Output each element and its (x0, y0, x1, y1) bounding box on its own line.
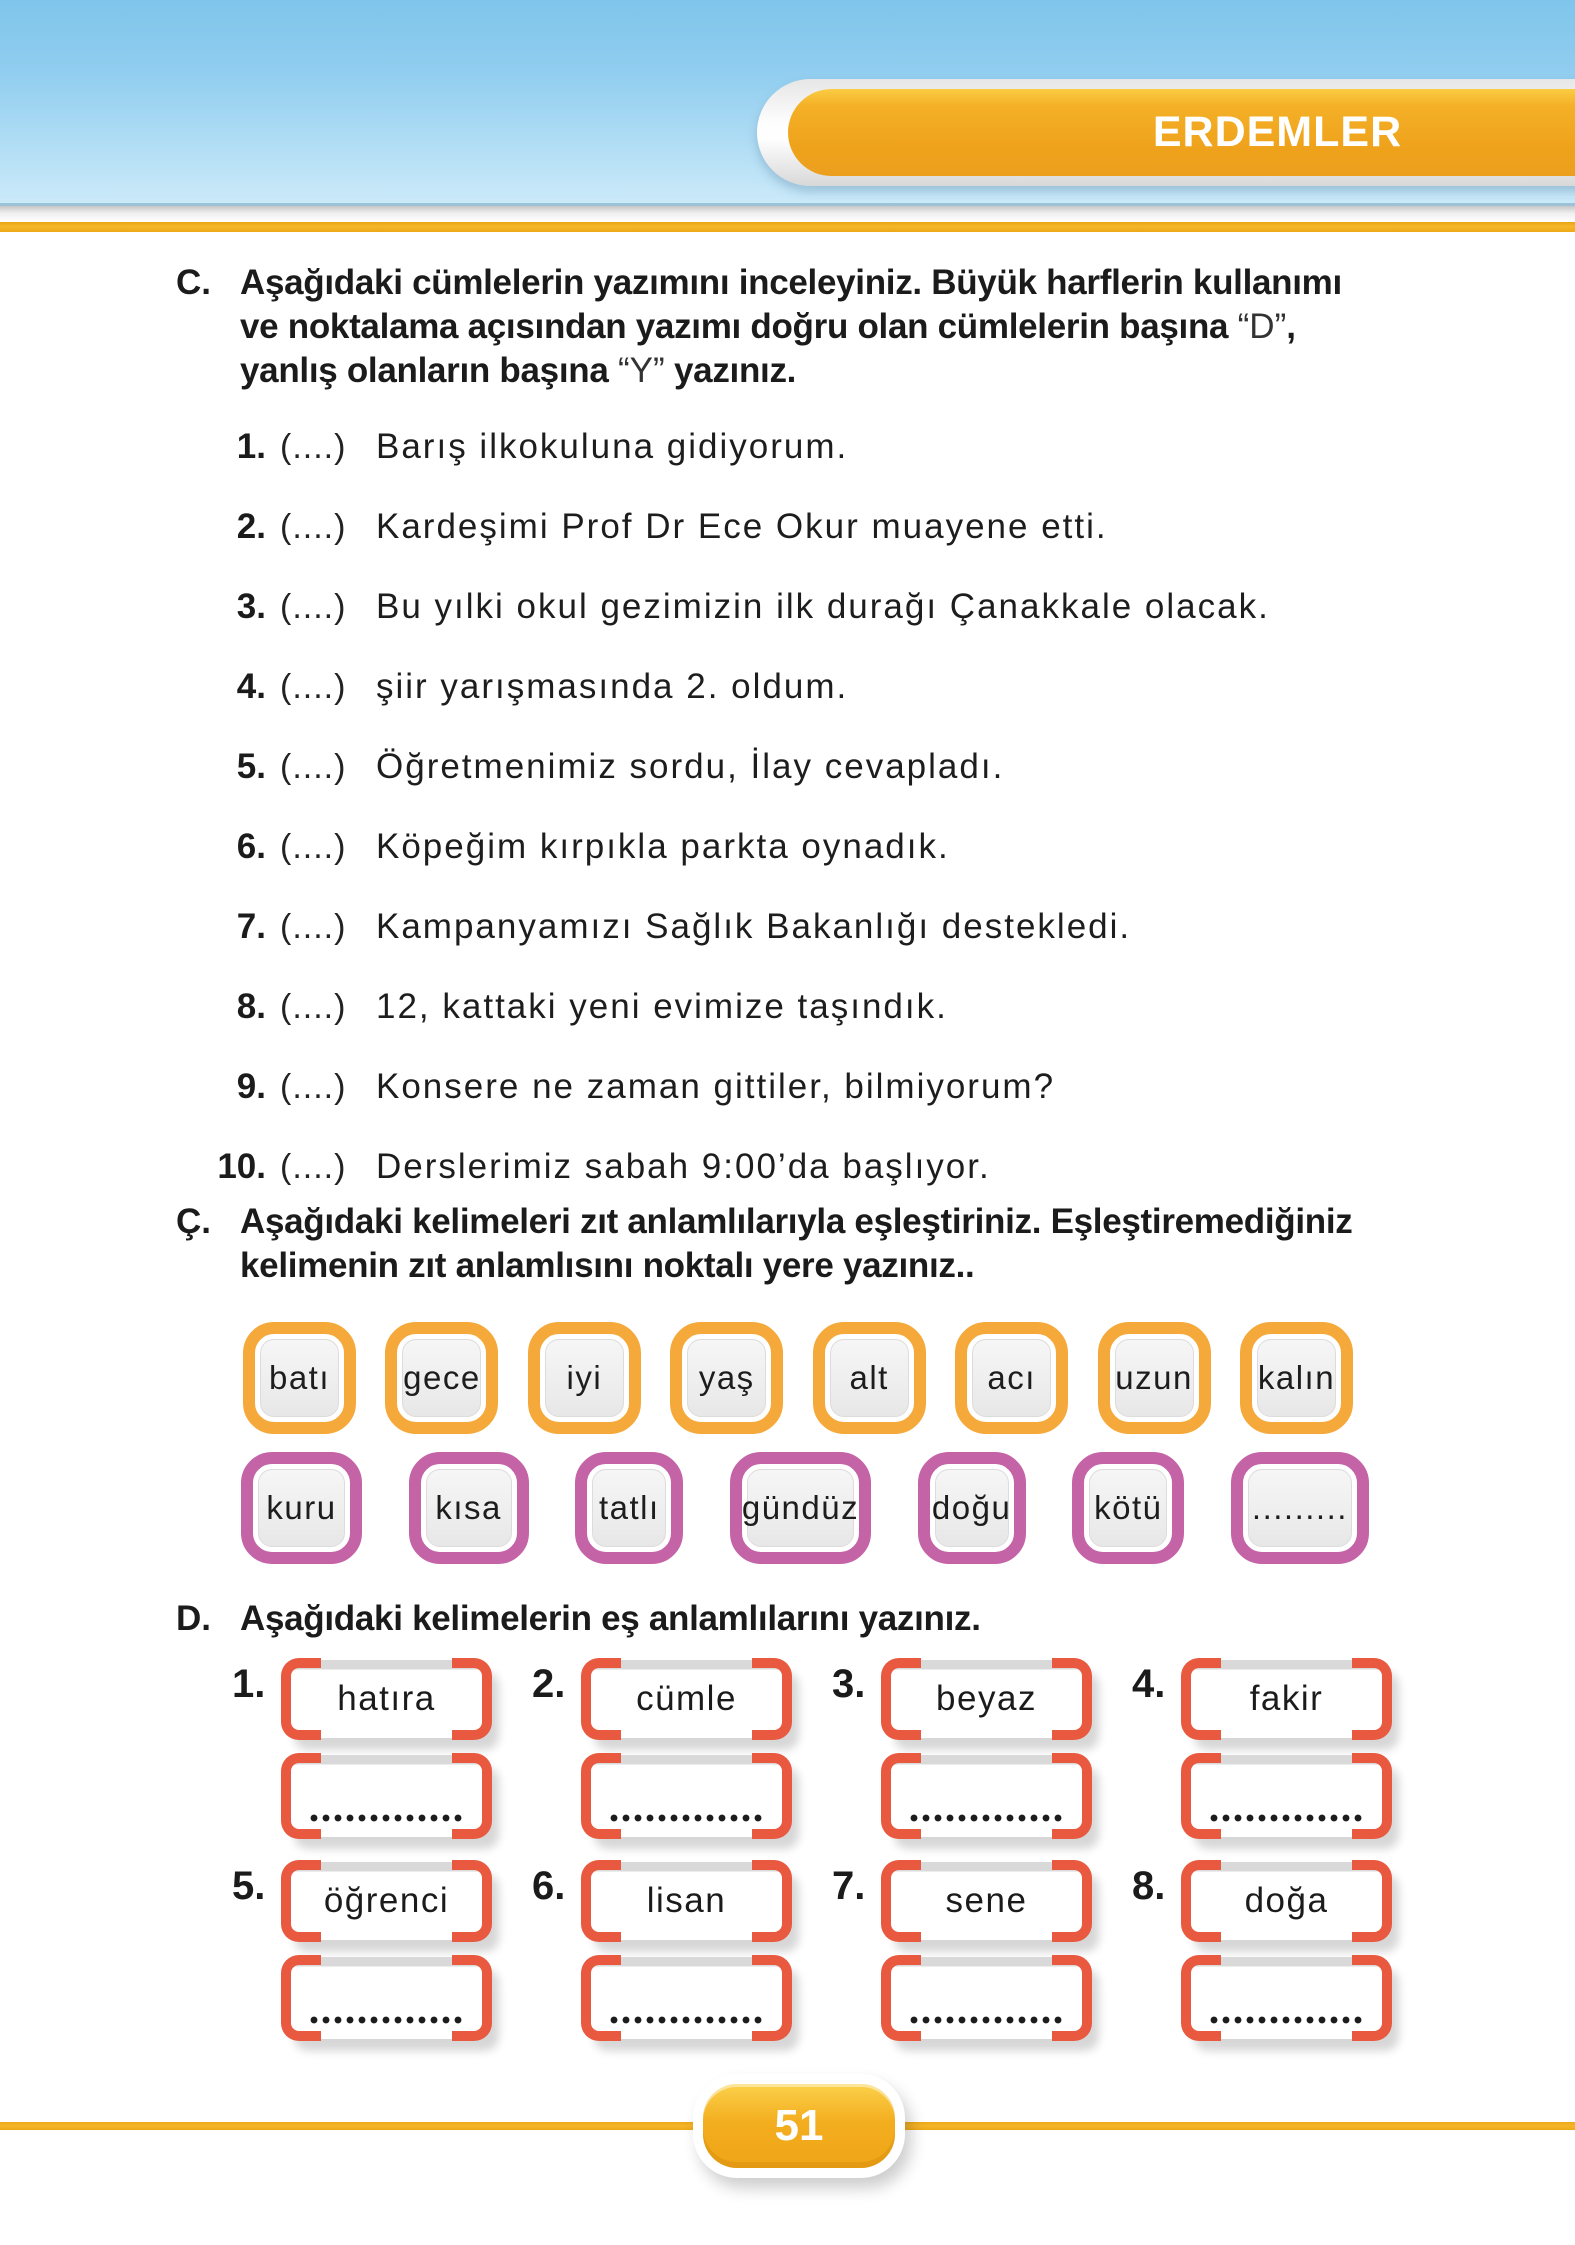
item-number: 1. (232, 1662, 266, 1706)
word-card (1072, 1452, 1184, 1564)
item-number: 8. (1132, 1864, 1166, 1908)
dotted-answer-line (608, 2016, 765, 2024)
antonym-words-bottom-row (241, 1452, 1369, 1564)
word-card-label: alt (830, 1339, 909, 1417)
instruction-text: , (1286, 307, 1296, 346)
item-sentence: Kampanyamızı Sağlık Bakanlığı destekledi. (376, 907, 1132, 946)
answer-parentheses: (....) (280, 587, 347, 626)
page-title: ERDEMLER (1152, 108, 1403, 156)
answer-box (284, 1957, 489, 2039)
word-answer-stack (884, 1862, 1132, 2039)
item-number: 5. (236, 747, 266, 786)
antonym-words-top-row (243, 1322, 1353, 1434)
word-answer-stack (1184, 1660, 1432, 1837)
exercise-item (150, 647, 1270, 727)
exercise-item (150, 1047, 1270, 1127)
section-c-heading (176, 261, 1342, 393)
synonym-row (232, 1854, 1432, 2056)
dotted-answer-line (608, 1814, 765, 1822)
answer-parentheses: (....) (280, 827, 347, 866)
section-c-label: C. (176, 263, 211, 302)
item-number: 5. (232, 1864, 266, 1908)
item-number: 7. (832, 1864, 866, 1908)
section-c2-instruction (240, 1200, 1353, 1288)
word-answer-stack (584, 1862, 832, 2039)
word-card-label: kısa (426, 1469, 512, 1547)
item-number: 2. (236, 507, 266, 546)
item-sentence: Konsere ne zaman gittiler, bilmiyorum? (376, 1067, 1056, 1106)
word-card-label: iyi (545, 1339, 624, 1417)
synonym-cell (1132, 1652, 1432, 1854)
answer-parentheses: (....) (280, 747, 347, 786)
synonym-cell (832, 1652, 1132, 1854)
section-c2-heading (176, 1200, 1353, 1288)
header-divider-strip (0, 206, 1575, 222)
dotted-answer-line (308, 1814, 465, 1822)
exercise-item (150, 807, 1270, 887)
word-card-label: acı (972, 1339, 1051, 1417)
letter-d-mark: “D” (1237, 307, 1287, 346)
word-card (670, 1322, 783, 1434)
header-yellow-rule (0, 222, 1575, 232)
dotted-answer-line (308, 2016, 465, 2024)
item-sentence: Köpeğim kırpıkla parkta oynadık. (376, 827, 950, 866)
item-number: 4. (236, 667, 266, 706)
letter-y-mark: “Y” (617, 351, 665, 390)
instruction-text: Aşağıdaki kelimeleri zıt anlamlılarıyla eşleştiriniz. Eşleştiremediğiniz (240, 1202, 1353, 1241)
exercise-item (150, 727, 1270, 807)
given-word-box: fakir (1184, 1660, 1389, 1738)
word-card-label: kötü (1089, 1469, 1167, 1547)
instruction-text: ve noktalama açısından yazımı doğru olan cümlelerin başına (240, 307, 1238, 346)
item-number: 4. (1132, 1662, 1166, 1706)
header-banner-capsule (757, 79, 1575, 186)
given-word-box: cümle (584, 1660, 789, 1738)
word-card (955, 1322, 1068, 1434)
answer-parentheses: (....) (280, 987, 347, 1026)
instruction-line (240, 1200, 1353, 1244)
item-sentence: şiir yarışmasında 2. oldum. (376, 667, 849, 706)
word-card (1098, 1322, 1211, 1434)
word-card (813, 1322, 926, 1434)
item-number: 8. (236, 987, 266, 1026)
exercise-item (150, 407, 1270, 487)
answer-box (584, 1755, 789, 1837)
instruction-line (240, 261, 1342, 305)
item-number: 6. (532, 1864, 566, 1908)
dotted-answer-line (908, 2016, 1065, 2024)
word-card-label: kuru (258, 1469, 345, 1547)
dotted-answer-line (1208, 1814, 1365, 1822)
section-c-instruction (240, 261, 1342, 393)
answer-box (284, 1755, 489, 1837)
page-number-badge (703, 2084, 895, 2168)
item-number: 7. (236, 907, 266, 946)
synonym-cell (1132, 1854, 1432, 2056)
answer-parentheses: (....) (280, 1067, 347, 1106)
section-c2-label: Ç. (176, 1202, 211, 1241)
synonym-cell (232, 1652, 532, 1854)
given-word-box: hatıra (284, 1660, 489, 1738)
word-card (528, 1322, 641, 1434)
instruction-text: yanlış olanların başına (240, 351, 618, 390)
synonym-cell (532, 1652, 832, 1854)
item-number: 3. (236, 587, 266, 626)
synonym-exercise-grid (232, 1652, 1432, 2056)
item-sentence: Barış ilkokuluna gidiyorum. (376, 427, 849, 466)
section-d-label: D. (176, 1599, 211, 1638)
word-card (918, 1452, 1026, 1564)
instruction-text: Aşağıdaki kelimelerin eş anlamlılarını yazınız. (240, 1599, 981, 1638)
exercise-item (150, 967, 1270, 1047)
synonym-cell (832, 1854, 1132, 2056)
word-card (575, 1452, 683, 1564)
word-card-label: uzun (1115, 1339, 1194, 1417)
word-answer-stack (1184, 1862, 1432, 2039)
instruction-text: Aşağıdaki cümlelerin yazımını inceleyiniz. Büyük harflerin kullanımı (240, 263, 1342, 302)
instruction-line (240, 305, 1342, 349)
given-word-box: öğrenci (284, 1862, 489, 1940)
exercise-item (150, 1127, 1270, 1207)
item-sentence: Kardeşimi Prof Dr Ece Okur muayene etti. (376, 507, 1108, 546)
item-number: 9. (236, 1067, 266, 1106)
dotted-answer-line (908, 1814, 1065, 1822)
word-card (385, 1322, 498, 1434)
instruction-text: yazınız. (664, 351, 797, 390)
instruction-line (240, 349, 1342, 393)
item-sentence: Öğretmenimiz sordu, İlay cevapladı. (376, 747, 1005, 786)
word-answer-stack (884, 1660, 1132, 1837)
word-card-label: gece (402, 1339, 481, 1417)
exercise-item (150, 887, 1270, 967)
word-card (730, 1452, 871, 1564)
dotted-answer-line (1208, 2016, 1365, 2024)
item-sentence: Derslerimiz sabah 9:00’da başlıyor. (376, 1147, 991, 1186)
word-card-label: yaş (687, 1339, 766, 1417)
given-word-box: sene (884, 1862, 1089, 1940)
section-d-heading (176, 1597, 981, 1641)
item-number: 1. (236, 427, 266, 466)
item-sentence: 12, kattaki yeni evimize taşındık. (376, 987, 948, 1026)
word-answer-stack (284, 1862, 532, 2039)
word-card-label: gündüz (747, 1469, 854, 1547)
instruction-line (240, 1244, 1353, 1288)
word-card-label: doğu (935, 1469, 1009, 1547)
given-word-box: lisan (584, 1862, 789, 1940)
word-card (409, 1452, 529, 1564)
answer-box (584, 1957, 789, 2039)
answer-parentheses: (....) (280, 427, 347, 466)
exercise-item (150, 567, 1270, 647)
item-number: 2. (532, 1662, 566, 1706)
given-word-box: beyaz (884, 1660, 1089, 1738)
word-card (243, 1322, 356, 1434)
word-card (1240, 1322, 1353, 1434)
answer-parentheses: (....) (280, 507, 347, 546)
answer-box (1184, 1755, 1389, 1837)
exercise-item (150, 487, 1270, 567)
word-card-label: kalın (1257, 1339, 1336, 1417)
answer-box (884, 1957, 1089, 2039)
section-d-instruction (240, 1597, 981, 1641)
answer-box (1184, 1957, 1389, 2039)
word-card-label: tatlı (592, 1469, 666, 1547)
answer-parentheses: (....) (280, 667, 347, 706)
answer-box (884, 1755, 1089, 1837)
instruction-line (240, 1597, 981, 1641)
word-answer-stack (584, 1660, 832, 1837)
word-card-blank (1231, 1452, 1369, 1564)
answer-parentheses: (....) (280, 907, 347, 946)
answer-parentheses: (....) (280, 1147, 347, 1186)
synonym-cell (232, 1854, 532, 2056)
word-answer-stack (284, 1660, 532, 1837)
synonym-cell (532, 1854, 832, 2056)
item-sentence: Bu yılki okul gezimizin ilk durağı Çanakkale olacak. (376, 587, 1270, 626)
given-word-box: doğa (1184, 1862, 1389, 1940)
header-banner-pill (788, 89, 1575, 176)
instruction-text: kelimenin zıt anlamlısını noktalı yere yazınız.. (240, 1246, 975, 1285)
item-number: 3. (832, 1662, 866, 1706)
word-card-dots: ......... (1248, 1469, 1352, 1547)
section-c-items (150, 407, 1270, 1207)
synonym-row (232, 1652, 1432, 1854)
item-number: 10. (217, 1147, 266, 1186)
word-card-label: batı (260, 1339, 339, 1417)
page-number: 51 (774, 2101, 824, 2150)
word-card (241, 1452, 362, 1564)
item-number: 6. (236, 827, 266, 866)
